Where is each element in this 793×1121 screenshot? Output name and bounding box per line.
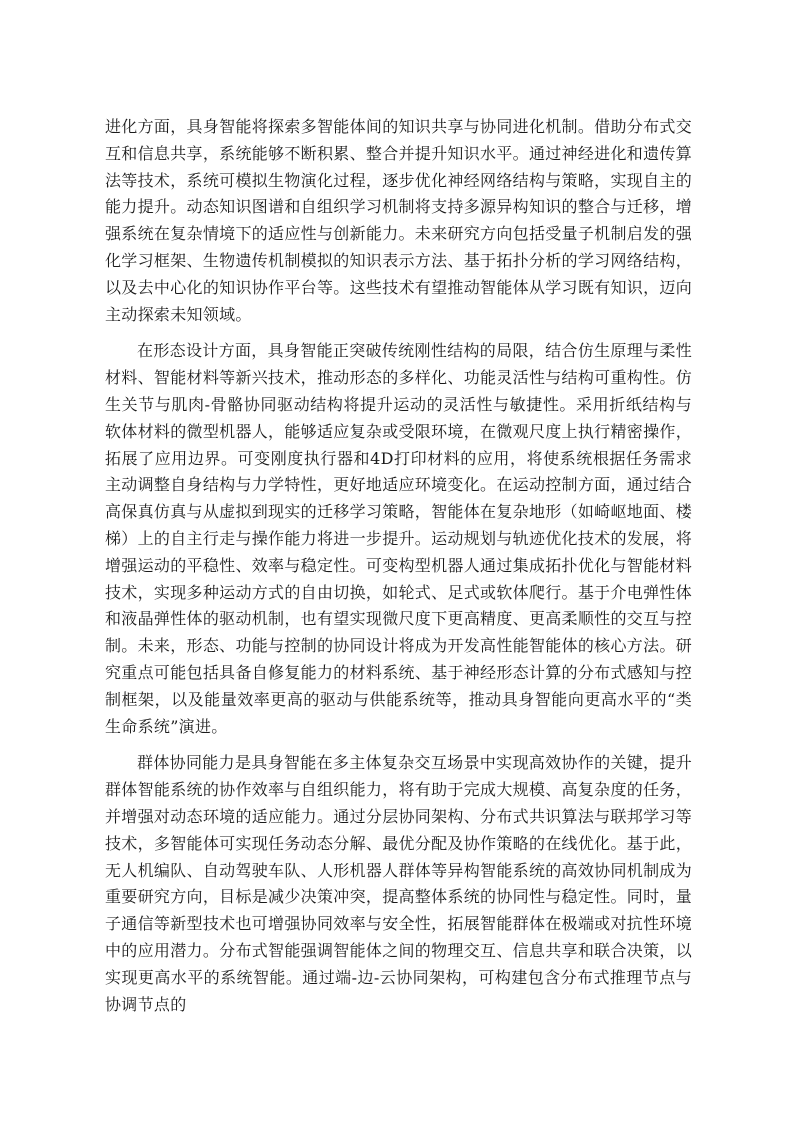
body-text bbox=[105, 114, 692, 1028]
paragraph-2: 在形态设计方面，具身智能正突破传统刚性结构的局限，结合仿生原理与柔性材料、智能材料等新兴技术，推动形态的多样化、功能灵活性与结构可重构性。仿生关节与肌肉-骨骼协同驱动结构将提升运动的灵活性与敏捷性。采用折纸结构与软体材料的微型机器人，能够适应复杂或受限环境，在微观尺度上执行精密操作，拓展了应用边界。可变刚度执行器和4D打印材料的应用，将使系统根据任务需求主动调整自身结构与力学特性，更好地适应环境变化。在运动控制方面，通过结合高保真仿真与从虚拟到现实的迁移学习策略，智能体在复杂地形（如崎岖地面、楼梯）上的自主行走与操作能力将进一步提升。运动规划与轨迹优化技术的发展，将增强运动的平稳性、效率与稳定性。可变构型机器人通过集成拓扑优化与智能材料技术，实现多种运动方式的自由切换，如轮式、足式或软体爬行。基于介电弹性体和液晶弹性体的驱动机制，也有望实现微尺度下更高精度、更高柔顺性的交互与控制。未来，形态、功能与控制的协同设计将成为开发高性能智能体的核心方法。研究重点可能包括具备自修复能力的材料系统、基于神经形态计算的分布式感知与控制框架，以及能量效率更高的驱动与供能系统等，推动具身智能向更高水平的“类生命系统”演进。 bbox=[105, 341, 692, 736]
paragraph-1: 进化方面，具身智能将探索多智能体间的知识共享与协同进化机制。借助分布式交互和信息共享，系统能够不断积累、整合并提升知识水平。通过神经进化和遗传算法等技术，系统可模拟生物演化过程，逐步优化神经网络结构与策略，实现自主的能力提升。动态知识图谱和自组织学习机制将支持多源异构知识的整合与迁移，增强系统在复杂情境下的适应性与创新能力。未来研究方向包括受量子机制启发的强化学习框架、生物遗传机制模拟的知识表示方法、基于拓扑分析的学习网络结构，以及去中心化的知识协作平台等。这些技术有望推动智能体从学习既有知识，迈向主动探索未知领域。 bbox=[105, 117, 692, 324]
paragraph-3: 群体协同能力是具身智能在多主体复杂交互场景中实现高效协作的关键，提升群体智能系统的协作效率与自组织能力，将有助于完成大规模、高复杂度的任务，并增强对动态环境的适应能力。通过分层协同架构、分布式共识算法与联邦学习等技术，多智能体可实现任务动态分解、最优分配及协作策略的在线优化。基于此，无人机编队、自动驾驶车队、人形机器人群体等异构智能系统的高效协同机制成为重要研究方向，目标是减少决策冲突，提高整体系统的协同性与稳定性。同时，量子通信等新型技术也可增强协同效率与安全性，拓展智能群体在极端或对抗性环境中的应用潜力。分布式智能强调智能体之间的物理交互、信息共享和联合决策，以实现更高水平的系统智能。通过端-边-云协同架构，可构建包含分布式推理节点与协调节点的 bbox=[105, 753, 692, 1014]
